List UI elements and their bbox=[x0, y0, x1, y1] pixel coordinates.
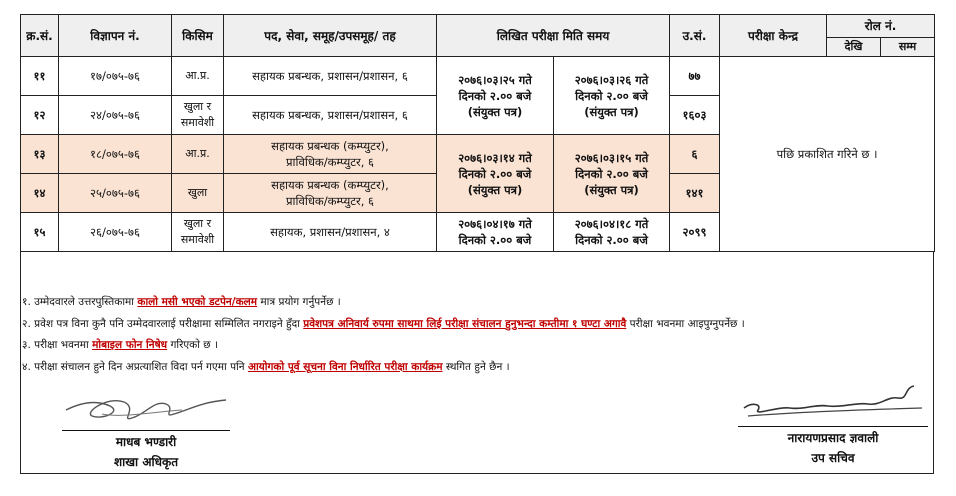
adv-no-cell: १७/०७५-७६ bbox=[59, 57, 172, 96]
post-line: सहायक प्रबन्धक (कम्प्युटर), bbox=[271, 178, 389, 192]
left-signature-block bbox=[62, 432, 230, 472]
post-line: प्राविधिक/कम्प्युटर, ६ bbox=[285, 155, 375, 169]
signatory-name: माधब भण्डारी bbox=[115, 435, 177, 449]
left-signature-scribble bbox=[62, 388, 232, 430]
table-row bbox=[21, 57, 935, 96]
exam-time-line: दिनको २.०० बजे bbox=[575, 233, 648, 247]
center-note-cell: पछि प्रकाशित गरिने छ । bbox=[720, 57, 935, 252]
note-text: परीक्षा भवनमा आइपुग्नुपर्नेछ । bbox=[626, 317, 745, 330]
signatory-title: उप सचिव bbox=[811, 451, 855, 465]
post-line: सहायक, प्रशासन/प्रशासन, ४ bbox=[270, 225, 390, 239]
adv-no-cell: २६/०७५-७६ bbox=[59, 213, 172, 252]
type-line: आ.प्र. bbox=[185, 147, 210, 160]
applicants-cell: ६ bbox=[670, 135, 720, 174]
post-cell bbox=[224, 174, 437, 213]
note-item bbox=[22, 357, 922, 379]
note-item bbox=[22, 292, 922, 314]
note-text: २. प्रवेश पत्र विना कुनै पनि उम्मेदवारलाई परीक्षामा सम्मिलित नगराइने हुँदा bbox=[22, 317, 304, 330]
type-line: खुला र bbox=[183, 100, 212, 113]
exam-date-1-cell bbox=[437, 135, 554, 213]
header-adv-no: विज्ञापन नं. bbox=[59, 15, 172, 57]
header-roll-to: सम्म bbox=[881, 38, 935, 57]
serial-cell: १५ bbox=[21, 213, 59, 252]
signatory-name: नारायणप्रसाद ज्ञवाली bbox=[787, 431, 879, 445]
adv-no-cell: १८/०७५-७६ bbox=[59, 135, 172, 174]
note-text: स्थगित हुने छैन । bbox=[442, 360, 510, 373]
type-line: खुला र bbox=[183, 217, 212, 230]
applicants-cell: १६०३ bbox=[670, 96, 720, 135]
note-text: १. उम्मेदवारले उत्तरपुस्तिकामा bbox=[22, 296, 138, 308]
serial-cell: ११ bbox=[21, 57, 59, 96]
exam-paper-line: (संयुक्त पत्र) bbox=[467, 104, 523, 119]
right-signature-scribble bbox=[738, 382, 928, 426]
post-cell bbox=[224, 135, 437, 174]
exam-paper-line: (संयुक्त पत्र) bbox=[584, 104, 639, 119]
exam-time-line: दिनको २.०० बजे bbox=[458, 166, 532, 181]
applicants-cell: ७७ bbox=[670, 57, 720, 96]
exam-date-line: २०७६।०३।१५ गते bbox=[574, 150, 649, 165]
post-line: प्राविधिक/कम्प्युटर, ६ bbox=[285, 194, 375, 208]
post-cell bbox=[224, 57, 437, 96]
type-cell bbox=[172, 174, 224, 213]
exam-date-line: २०७६।०३।२५ गते bbox=[458, 72, 532, 87]
exam-time-line: दिनको २.०० बजे bbox=[458, 233, 532, 247]
exam-date-1-cell bbox=[437, 57, 554, 135]
note-text: ४. परीक्षा संचालन हुने दिन अप्रत्याशित विदा पर्न गएमा पनि bbox=[22, 360, 248, 373]
note-item bbox=[22, 335, 922, 357]
exam-schedule-table bbox=[20, 14, 935, 252]
adv-no-cell: २५/०७५-७६ bbox=[59, 174, 172, 213]
signatory-title: शाखा अधिकृत bbox=[113, 455, 179, 469]
applicants-cell: १४१ bbox=[670, 174, 720, 213]
post-cell bbox=[224, 96, 437, 135]
header-applicants: उ.सं. bbox=[670, 15, 720, 57]
left-signature-line bbox=[62, 430, 230, 431]
header-roll-from: देखि bbox=[827, 38, 881, 57]
exam-paper-line: (संयुक्त पत्र) bbox=[467, 182, 523, 197]
note-text: ३. परीक्षा भवनमा bbox=[22, 339, 93, 351]
right-signature-block bbox=[738, 428, 928, 468]
post-line: सहायक प्रबन्धक (कम्प्युटर), bbox=[271, 139, 389, 153]
exam-date-line: २०७६।०४।१७ गते bbox=[458, 217, 532, 231]
header-serial: क्र.सं. bbox=[21, 15, 59, 57]
header-type: किसिम bbox=[172, 15, 224, 57]
exam-date-2-cell bbox=[554, 57, 670, 135]
note-highlight: कालो मसी भएको डटपेन/कलम bbox=[137, 296, 258, 308]
exam-paper-line: (संयुक्त पत्र) bbox=[584, 182, 639, 197]
type-line: समावेशी bbox=[180, 116, 215, 129]
exam-time-line: दिनको २.०० बजे bbox=[575, 88, 648, 103]
header-roll-no: रोल नं. bbox=[827, 15, 935, 38]
note-highlight: आयोगको पूर्व सूचना विना निर्धारित परीक्षा कार्यक्रम bbox=[247, 360, 443, 373]
type-cell bbox=[172, 57, 224, 96]
exam-date-line: २०७६।०४।१८ गते bbox=[574, 217, 649, 231]
type-cell bbox=[172, 135, 224, 174]
serial-cell: १४ bbox=[21, 174, 59, 213]
header-post: पद, सेवा, समूह/उपसमूह/ तह bbox=[224, 15, 437, 57]
note-item bbox=[22, 314, 922, 336]
exam-date-2-cell bbox=[554, 213, 670, 252]
serial-cell: १३ bbox=[21, 135, 59, 174]
type-cell bbox=[172, 213, 224, 252]
note-text: गरिएको छ । bbox=[167, 339, 218, 351]
type-line: खुला bbox=[187, 186, 208, 199]
header-center: परीक्षा केन्द्र bbox=[720, 15, 827, 57]
exam-date-1-cell bbox=[437, 213, 554, 252]
type-line: आ.प्र. bbox=[185, 69, 210, 82]
applicants-cell: २०९९ bbox=[670, 213, 720, 252]
post-line: सहायक प्रबन्धक, प्रशासन/प्रशासन, ६ bbox=[252, 108, 408, 122]
exam-time-line: दिनको २.०० बजे bbox=[458, 88, 532, 103]
exam-date-2-cell bbox=[554, 135, 670, 213]
type-cell bbox=[172, 96, 224, 135]
post-cell bbox=[224, 213, 437, 252]
adv-no-cell: २४/०७५-७६ bbox=[59, 96, 172, 135]
type-line: समावेशी bbox=[180, 233, 215, 246]
note-text: मात्र प्रयोग गर्नुपर्नेछ । bbox=[257, 296, 341, 308]
serial-cell: १२ bbox=[21, 96, 59, 135]
exam-date-line: २०७६।०३।२६ गते bbox=[574, 72, 649, 87]
note-highlight: प्रवेशपत्र अनिवार्य रुपमा साथमा लिई परीक्षा संचालन हुनुभन्दा कम्तीमा १ घण्टा अगावै bbox=[303, 317, 627, 330]
exam-time-line: दिनको २.०० बजे bbox=[575, 166, 648, 181]
note-highlight: मोबाइल फोन निषेध bbox=[92, 339, 168, 351]
header-exam-datetime: लिखित परीक्षा मिति समय bbox=[437, 15, 670, 57]
post-line: सहायक प्रबन्धक, प्रशासन/प्रशासन, ६ bbox=[252, 69, 408, 83]
right-signature-line bbox=[738, 426, 928, 427]
notes-list bbox=[22, 292, 922, 378]
exam-date-line: २०७६।०३।१४ गते bbox=[458, 150, 532, 165]
